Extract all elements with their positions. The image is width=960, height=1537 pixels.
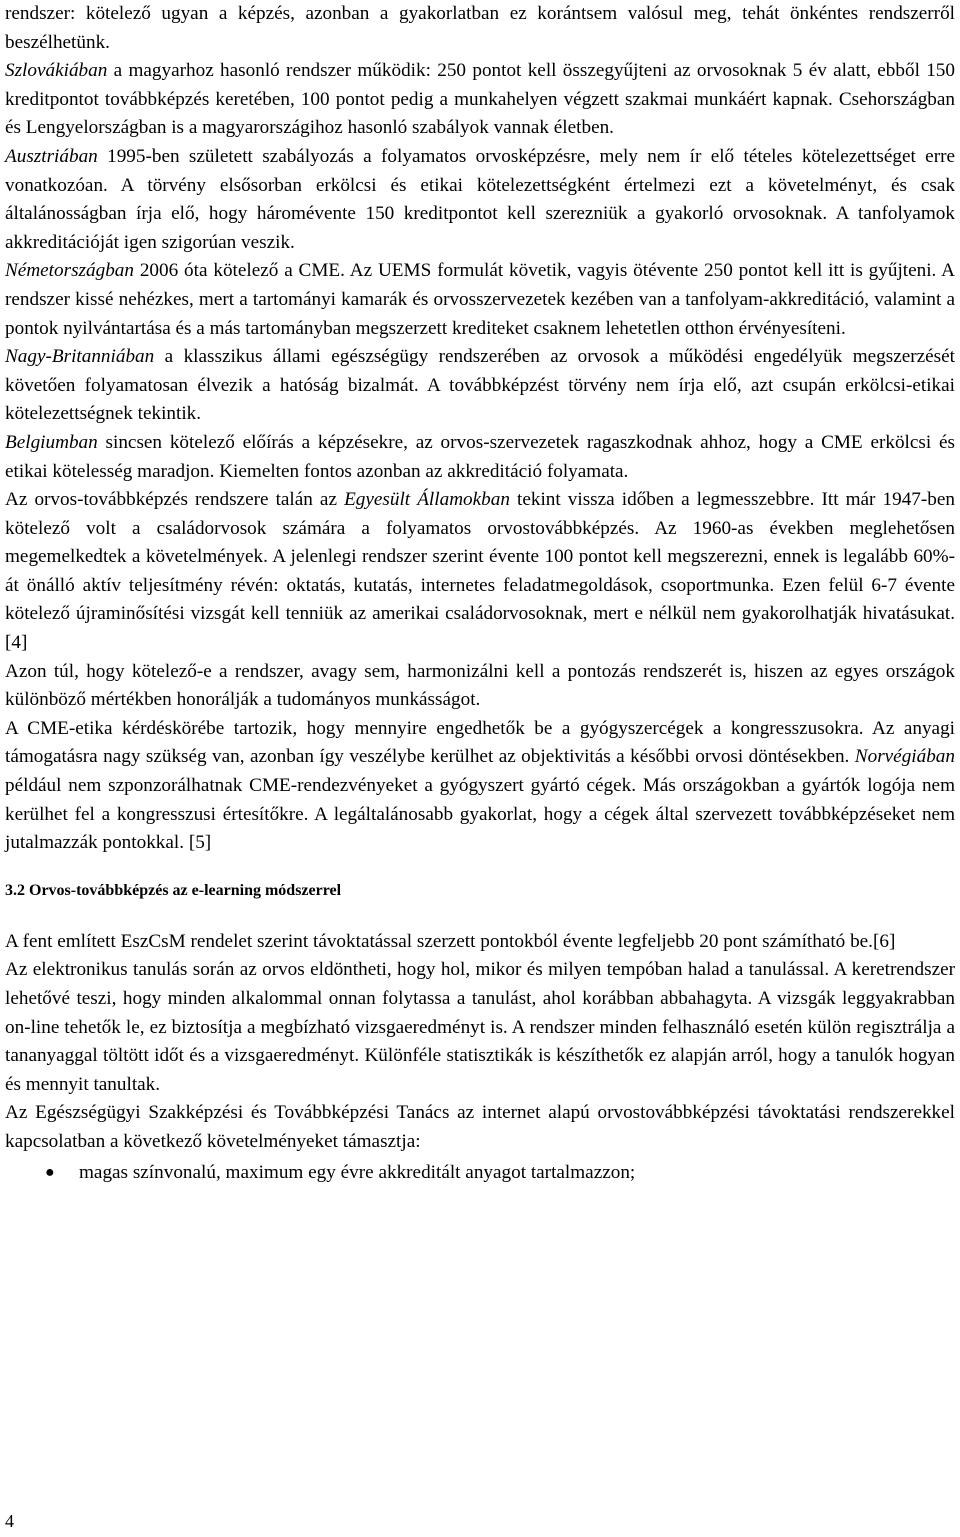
paragraph-p12: [5, 1099, 955, 1156]
text-run: a klasszikus állami egészségügy rendszerében az orvosok a működési engedélyük megszerzését követően folyamatosan élvezik a hatóság bizalmát. A továbbképzést törvény nem írja elő, azt csupán erkölcsi-etikai kötelezettségnek tekintik.: [5, 346, 955, 425]
list-item-text: magas színvonalú, maximum egy évre akkreditált anyagot tartalmazzon;: [79, 1161, 636, 1183]
paragraph-p2: [5, 57, 955, 143]
bullet-dot-icon: ●: [45, 1163, 55, 1181]
body-text-after: [5, 928, 955, 1157]
paragraph-p5: [5, 343, 955, 429]
text-run: Az orvos-továbbképzés rendszere talán az: [5, 489, 345, 511]
italic-term: Norvégiában: [854, 746, 955, 768]
body-text-before: [5, 0, 955, 858]
text-run: tekint vissza időben a legmesszebbre. Itt már 1947-ben kötelező volt a családorvosok számára a folyamatos orvostovábbképzés. Az 1960-as években meglehetősen megemelkedtek a követelmények. A jelenlegi rendszer szerint évente 100 pontot kell megszerezni, ennek is legalább 60%-át önálló aktív teljesítmény révén: oktatás, kutatás, internetes feladatmegoldások, csoportmunka. Ezen felül 6-7 évente kötelező újraminősítési vizsgát kell tenniük az amerikai családorvosoknak, mert e nélkül nem gyakorolhatják hivatásukat. [4]: [5, 489, 955, 654]
section-heading: 3.2 Orvos-továbbképzés az e-learning módszerrel: [5, 881, 342, 899]
italic-term: Egyesült Államokban: [344, 489, 510, 511]
text-run: A fent említett EszCsM rendelet szerint távoktatással szerzett pontokból évente legfeljebb 20 pont számítható be.[6]: [5, 930, 896, 952]
list-item: [5, 1159, 955, 1188]
paragraph-p8: [5, 658, 955, 715]
requirements-list: [5, 1159, 955, 1188]
paragraph-p4: [5, 257, 955, 343]
text-run: 2006 óta kötelező a CME. Az UEMS formulát követik, vagyis ötévente 250 pontot kell itt is gyűjteni. A rendszer kissé nehézkes, mert a tartományi kamarák és orvosszervezetek kezében van a tanfolyam-akkreditáció, valamint a pontok nyilvántartása és a más tartományban megszerzett krediteket csaknem lehetetlen otthon érvényesíteni.: [5, 260, 955, 339]
text-run: Azon túl, hogy kötelező-e a rendszer, avagy sem, harmonizálni kell a pontozás rendszerét is, hiszen az egyes országok különböző mértékben honorálják a tudományos munkásságot.: [5, 660, 955, 711]
paragraph-p3: [5, 143, 955, 257]
text-run: 1995-ben született szabályozás a folyamatos orvosképzésre, mely nem ír elő tételes kötelezettséget erre vonatkozóan. A törvény elsősorban erkölcsi és etikai kötelezettségként értelmezi ezt a követelményt, és csak általánosságban írja elő, hogy háromévente 150 kreditpontot kell szerezniük a gyakorló orvosoknak. A tanfolyamok akkreditációját igen szigorúan veszik.: [5, 145, 955, 253]
paragraph-p11: [5, 956, 955, 1099]
paragraph-p9: [5, 715, 955, 858]
italic-term: Szlovákiában: [5, 60, 108, 82]
document-page: [5, 0, 955, 1187]
text-run: sincsen kötelező előírás a képzésekre, az orvos-szervezetek ragaszkodnak ahhoz, hogy a CME erkölcsi és etikai kötelesség maradjon. Kiemelten fontos azonban az akkreditáció folyamata.: [5, 431, 955, 482]
paragraph-p6: [5, 429, 955, 486]
text-run: Az elektronikus tanulás során az orvos eldöntheti, hogy hol, mikor és milyen tempóban halad a tanulással. A keretrendszer lehetővé teszi, hogy minden alkalommal onnan folytassa a tanulást, ahol korábban abbahagyta. A vizsgák leggyakrabban on-line tehetők le, ez biztosítja a megbízható vizsgaeredményt is. A rendszer minden felhasználó esetén külön regisztrálja a tananyaggal töltött időt és a vizsgaeredményt. Különféle statisztikák is készíthetők ez alapján arról, hogy a tanulók hogyan és mennyit tanultak.: [5, 959, 955, 1095]
text-run: A CME-etika kérdéskörébe tartozik, hogy mennyire engedhetők be a gyógyszercégek a kongresszusokra. Az anyagi támogatásra nagy szükség van, azonban így veszélybe kerülhet az objektivitás a későbbi orvosi döntésekben.: [5, 717, 955, 768]
text-run: rendszer: kötelező ugyan a képzés, azonban a gyakorlatban ez korántsem valósul meg, tehát önkéntes rendszerről beszélhetünk.: [5, 3, 955, 53]
italic-term: Nagy-Britanniában: [5, 346, 155, 368]
text-run: Az Egészségügyi Szakképzési és Továbbképzési Tanács az internet alapú orvostovábbképzési távoktatási rendszerekkel kapcsolatban a következő követelményeket támasztja:: [5, 1102, 955, 1152]
text-run: a magyarhoz hasonló rendszer működik: 250 pontot kell összegyűjteni az orvosoknak 5 év alatt, ebből 150 kreditpontot továbbképzés keretében, 100 pontot pedig a munkahelyen végzett szakmai munkáért kapnak. Csehországban és Lengyelországban is a magyarországihoz hasonló szabályok vannak életben.: [5, 60, 955, 139]
paragraph-p10: [5, 928, 955, 957]
paragraph-p7: [5, 486, 955, 658]
page-number: 4: [5, 1511, 14, 1531]
italic-term: Németországban: [5, 260, 134, 282]
text-run: például nem szponzorálhatnak CME-rendezvényeket a gyógyszert gyártó cégek. Más országokban a gyártók logója nem kerülhet fel a kongresszusi értesítőkre. A legáltalánosabb gyakorlat, hogy a cégek által szervezett továbbképzéseket nem jutalmazzák pontokkal. [5]: [5, 775, 955, 854]
italic-term: Belgiumban: [5, 431, 98, 453]
paragraph-p1: [5, 0, 955, 57]
italic-term: Ausztriában: [5, 145, 98, 167]
